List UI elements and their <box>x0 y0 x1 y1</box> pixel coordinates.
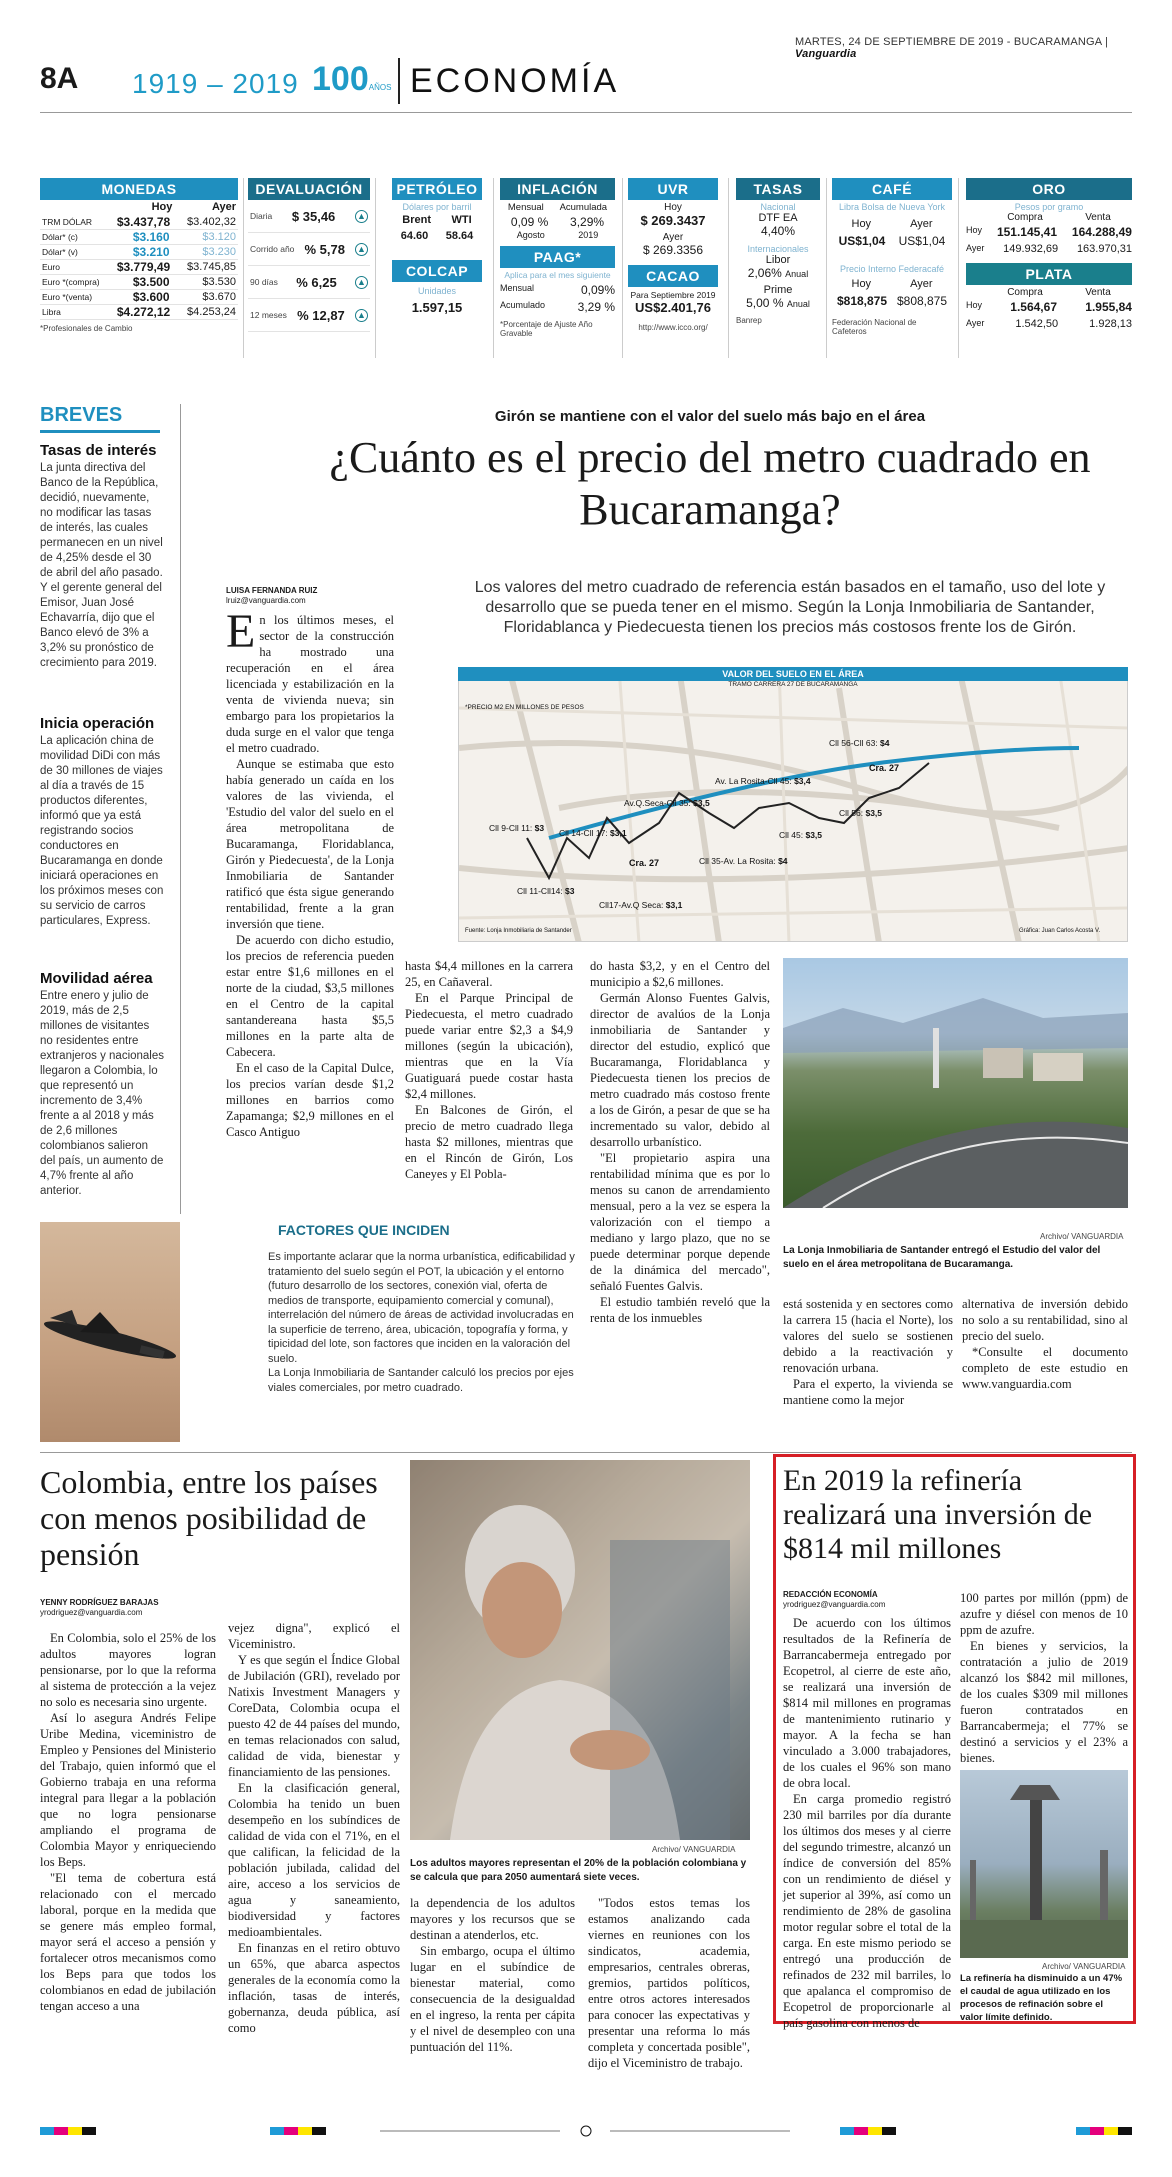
moneda-row <box>40 230 238 245</box>
city-skyline-icon <box>783 958 1128 1208</box>
moneda-label: Euro <box>42 262 60 272</box>
moneda-hoy: $4.272,12 <box>116 305 171 319</box>
devaluacion-row <box>248 266 370 299</box>
moneda-hoy: $3.779,49 <box>116 260 171 274</box>
map-price-label: Cll 35-Av. La Rosita: $4 <box>699 856 788 866</box>
moneda-hoy: $3.500 <box>132 275 170 289</box>
devaluacion-label: 90 días <box>250 277 278 287</box>
airplane-photo <box>40 1222 180 1442</box>
uvr-hoy: $ 269.3437 <box>640 213 706 228</box>
devaluacion-label: Diaria <box>250 211 273 221</box>
inflacion-title: INFLACIÓN <box>500 178 615 200</box>
wti-value: 58.64 <box>445 230 474 242</box>
map-price-label: Cll 56: $3,5 <box>839 808 883 818</box>
moneda-label: Euro *(compra) <box>42 277 100 287</box>
main-byline: LUISA FERNANDA RUIZ lruiz@vanguardia.com <box>226 586 318 605</box>
moneda-hoy: $3.160 <box>132 230 170 244</box>
refinery-statue-icon <box>960 1770 1128 1958</box>
devaluacion-label: Corrido año <box>250 244 295 254</box>
moneda-ayer: $3.670 <box>202 291 236 303</box>
devaluacion-value: % 6,25 <box>296 274 337 290</box>
devaluacion-row <box>248 299 370 332</box>
map-price-label: Cll 14-Cll 17: $3,1 <box>559 828 627 838</box>
moneda-ayer: $4.253,24 <box>187 306 236 318</box>
cafe-box: CAFÉ Libra Bolsa de Nueva York Hoy Ayer US$1,04 US$1,04 Precio Interno Federacafé Hoy Ayer $818,875 $808,875 Federación Nacional de Cafeteros <box>832 178 952 336</box>
breves-divider <box>180 404 181 1214</box>
color-registration-bar <box>40 2125 1132 2137</box>
main-deck: Los valores del metro cuadrado de referencia están basados en el tamaño, uso del lote y desarrollo que se pueda tener en el mismo. Según la Lonja Inmobiliaria de Santander, Floridablanca y Piedecuesta tienen los precios más costosos frente los de Girón. <box>474 579 1106 636</box>
refineria-col-1: De acuerdo con los últimos resultados de la Refinería de Barrancabermeja entregado por Ecopetrol, al cierre de este año, se realizará una inversión de $814 mil millones en programas de mantenimiento rutinario y mayor. A la fecha se han vinculado a 3.000 trabajadores, de los cuales el 96% son mano de obra local. En carga promedio registró 230 mil barriles por día durante los últimos dos meses y al cierre del segundo trimestre, alcanzó un índice de conversión del 85% con un rendimiento de diésel y jet superior al 39%, así como un rendimiento de 28% de gasolina motor regular sobre el total de la carga. En este mismo periodo se entregó una producción de refinados de 232 mil barriles, lo que apalanca el compromiso de Ecopetrol de proporcionarle al país gasolina con menos de <box>783 1616 951 2030</box>
photo3-caption: La refinería ha disminuido a un 47% el caudal de agua utilizado en los procesos de refinación sobre el valor límite definido. <box>960 1973 1123 2023</box>
moneda-label: Dólar* (c) <box>42 232 78 242</box>
up-arrow-icon: ▲ <box>355 243 368 256</box>
factores-box: FACTORES QUE INCIDEN Es importante aclarar que la norma urbanística, edificabilidad y tratamiento del suelo según el POT, la ubicación y el entorno (futuro desarrollo de los sectores, conexión vial, oferta de medios de transporte, equipamiento comercial y comunal), interrelación del número de áreas de actividad involucradas en la superficie de terreno, área, ubicación, topografía y forma, y tipicidad del lote, son factores que inciden en la valoración del suelo. La Lonja Inmobiliaria de Santander calculó los precios por ejes viales comerciales, por metro cuadrado. <box>268 1222 582 1395</box>
devaluacion-row <box>248 200 370 233</box>
moneda-row <box>40 275 238 290</box>
tasas-title: TASAS <box>736 178 820 200</box>
devaluacion-title: DEVALUACIÓN <box>248 178 370 200</box>
moneda-ayer: $3.120 <box>202 231 236 243</box>
up-arrow-icon: ▲ <box>355 276 368 289</box>
moneda-hoy: $3.210 <box>132 245 170 259</box>
pension-byline: YENNY RODRÍGUEZ BARAJAS yrodriguez@vanguardia.com <box>40 1598 159 1617</box>
section-title: ECONOMÍA <box>410 62 620 100</box>
main-col-5: alternativa de inversión debido no solo a su rentabilidad, sino al precio del suelo. *Consulte el documento completo de este estudio en www.vanguardia.com <box>962 1297 1128 1391</box>
brief-movilidad: Movilidad aérea Entre enero y julio de 2019, más de 2,5 millones de visitantes no residentes entre extranjeros y nacionales llegaron a Colombia, lo que representó un incremento de 3,4% frente a al 2018 y más de 2,6 millones colombianos salieron del país, un aumento de 4,7% frente al año anterior. <box>40 970 165 1197</box>
moneda-ayer: $3.230 <box>202 246 236 258</box>
plata-title: PLATA <box>966 263 1132 285</box>
uvr-box: UVR Hoy $ 269.3437 Ayer $ 269.3356 CACAO Para Septiembre 2019 US$2.401,76 http://www.icco.org/ <box>628 178 718 332</box>
petroleo-title: PETRÓLEO <box>392 178 482 200</box>
photo1-credit: Archivo/ VANGUARDIA <box>1040 1232 1124 1241</box>
photo2-caption: Los adultos mayores representan el 20% de la población colombiana y se calcula que para 2050 aumentará siete veces. <box>410 1858 747 1883</box>
anniversary-logo: 100AÑOS <box>312 60 392 98</box>
devaluacion-row <box>248 233 370 266</box>
refineria-col-2: 100 partes por millón (ppm) de azufre y diésel con menos de 10 ppm de azufre. En bienes y servicios, la contratación a julio de 2019 alcanzó los $842 mil millones, de los cuales $309 mil millones fueron contratados en Barrancabermeja; el 77% se destinó a servicios y el 23% a bienes. <box>960 1591 1128 1765</box>
moneda-row <box>40 245 238 260</box>
moneda-label: Libra <box>42 307 61 317</box>
moneda-ayer: $3.745,85 <box>187 261 236 273</box>
brief-tasas: Tasas de interés La junta directiva del Banco de la República, decidió, nuevamente, no modificar las tasas de interés, las cuales permanecen en un nivel de 4,25% desde el 30 de abril del año pasado. Y el gerente general del Emisor, Juan José Echavarría, dijo que el Banco elevó de 3% a 3,2% su pronóstico de crecimiento para 2019. <box>40 442 163 669</box>
brief-inicia: Inicia operación La aplicación china de movilidad DiDi con más de 30 millones de viajes al día a través de 15 productos diferentes, informó que ya está registrando socios conductores en Bucaramanga en donde iniciará operaciones en los próximos meses con su servicio de carros particulares, Express. <box>40 715 164 927</box>
refineria-headline: En 2019 la refinería realizará una inversión de $814 mil millones <box>783 1464 1093 1565</box>
devaluacion-label: 12 meses <box>250 310 287 320</box>
pension-headline: Colombia, entre los países con menos posibilidad de pensión <box>40 1464 378 1572</box>
paag-title: PAAG* <box>500 246 615 268</box>
devaluacion-rows <box>248 200 370 332</box>
inflacion-box: INFLACIÓN Mensual Acumulada 0,09 % 3,29% Agosto 2019 PAAG* Aplica para el mes siguiente Mensual 0,09% Acumulado 3,29 % *Porcentaje de Ajuste Año Gravable <box>500 178 615 338</box>
monedas-rows <box>40 215 238 320</box>
moneda-hoy: $3.600 <box>132 290 170 304</box>
brent-value: 64.60 <box>400 230 429 242</box>
map-subtitle: TRAMO CARRERA 27 DE BUCARAMANGA <box>728 681 858 688</box>
map-price-label: Cll 56-Cll 63: $4 <box>829 738 890 748</box>
photo1-caption: La Lonja Inmobiliaria de Santander entregó el Estudio del valor del suelo en el área metropolitana de Bucaramanga. <box>783 1245 1101 1270</box>
dateline: MARTES, 24 DE SEPTIEMBRE DE 2019 - BUCARAMANGA | Vanguardia <box>795 36 1109 60</box>
monedas-box: MONEDAS Hoy Ayer TRM DÓLAR $3.437,78 $3.402,32 Dólar* (c) $3.160 $3.120 Dólar* (v) $3.210 $3.230 Euro $3.779,49 $3.745,85 Euro *(compra) $3.500 $3.530 Euro *(venta) $3.600 $3.670 Libra $4.272,12 $4.253,24 *Profesionales de Cambio <box>40 178 238 333</box>
moneda-label: Euro *(venta) <box>42 292 93 302</box>
oro-title: ORO <box>966 178 1132 200</box>
pension-col-1: En Colombia, solo el 25% de los adultos mayores logran pensionarse, por lo que la reforma al sistema de protección a la vejez no solo es necesaria sino urgente. Así lo asegura Andrés Felipe Uribe Medina, viceministro de Empleo y Pensiones del Ministerio del Trabajo, quien informó que el Gobierno trabaja en una reforma integral para llegar a la población que no logra pensionarse ampliando el programa de Colombia Mayor y enriqueciendo los Beps. "El tema de cobertura está relacionado con el mercado laboral, porque en la medida que se genere más empleo formal, mayor será el acceso a pensión y fortalecer otros mecanismos como los Beps para que todos los colombianos en edad de jubilación tengan acceso a una <box>40 1631 216 2013</box>
map-price-label: Cll17-Av.Q Seca: $3,1 <box>599 900 683 910</box>
breves-rule <box>40 430 160 433</box>
map-title: VALOR DEL SUELO EN EL ÁREA <box>458 667 1128 681</box>
map-price-label: Av. La Rosita-Cll 45: $3,4 <box>715 776 811 786</box>
factores-title: FACTORES QUE INCIDEN <box>278 1222 450 1238</box>
devaluacion-value: % 12,87 <box>297 307 345 323</box>
section-rule <box>40 1452 1132 1453</box>
colcap-value: 1.597,15 <box>411 300 463 315</box>
woman-portrait-icon <box>410 1460 750 1840</box>
pension-col-3: la dependencia de los adultos mayores y los recursos que se destinan a atenderlos, etc. Sin embargo, ocupa el último lugar en el subíndice de bienestar material, como consecuencia de la desigualdad en el ingreso, la renta per cápita y el nivel de desempleo con una puntuación del 11%. <box>410 1896 575 2054</box>
header-rule <box>40 112 1132 113</box>
moneda-ayer: $3.530 <box>202 276 236 288</box>
street-label-1: Cra. 27 <box>629 858 660 868</box>
moneda-ayer: $3.402,32 <box>187 216 236 228</box>
petroleo-box: PETRÓLEO Dólares por barril Brent WTI 64.60 58.64 COLCAP Unidades 1.597,15 <box>392 178 482 315</box>
cacao-title: CACAO <box>628 265 718 287</box>
moneda-label: TRM DÓLAR <box>42 217 93 227</box>
map-price-label: Av.Q.Seca-Cll 35: $3,5 <box>624 798 710 808</box>
moneda-hoy: $3.437,78 <box>116 215 171 229</box>
monedas-title: MONEDAS <box>40 178 238 200</box>
map-price-label: Cll 11-Cll14: $3 <box>517 886 575 896</box>
moneda-row <box>40 215 238 230</box>
land-value-map: Cll 9-Cll 11: $3 Cll 11-Cll14: $3 Cll 14-Cll 17: $3,1 Cll17-Av.Q Seca: $3,1 Av.Q.Seca-Cll 35: $3,5 Cll 35-Av. La Rosita: $4 Av. La Rosita-Cll 45: $3,4 Cll 45: $3,5 Cll 56: $3,5 Cll 56-Cll 63: $4 *PRECIO M2 EN MILLONES DE PESOS Cra. 27 Cra. 27 Fuente: Lonja Inmobiliaria de Santander Gráfica: Juan Carlos Acosta V. <box>458 667 1128 942</box>
tasas-box: TASAS Nacional DTF EA 4,40% Internacionales Libor 2,06% Anual Prime 5,00 % Anual Banrep <box>736 178 820 325</box>
elderly-woman-photo <box>410 1460 750 1840</box>
airplane-icon <box>40 1222 180 1442</box>
brand-logo: Vanguardia <box>795 48 857 60</box>
devaluacion-value: $ 35,46 <box>291 208 336 224</box>
main-kicker: Girón se mantiene con el valor del suelo más bajo en el área <box>494 408 926 425</box>
uvr-title: UVR <box>628 178 718 200</box>
devaluacion-box <box>248 178 370 332</box>
pension-col-2: vejez digna", explicó el Viceministro. Y es que según el Índice Global de Jubilación (GRI), revelado por Natixis Investment Managers y CoreData, Colombia ocupa el puesto 42 de 44 países del mundo, en temas relacionados con salud, calidad de vida, bienestar y financiamiento de las pensiones. En la clasificación general, Colombia ha tenido un buen desempeño en los subíndices de calidad de vida con el 71%, en el que califican, la felicidad de la población jubilada, calidad del aire, acceso a los servicios de agua y saneamiento, biodiversidad y factores medioambientales. En finanzas en el retiro obtuvo un 65%, que abarca aspectos generales de la economía como la inflación, tasas de interés, gobernanza, deuda pública, así como <box>228 1621 400 2035</box>
moneda-label: Dólar* (v) <box>42 247 78 257</box>
moneda-row <box>40 290 238 305</box>
oro-box: ORO Pesos por gramo Compra Venta Hoy 151.145,41 164.288,49 Ayer 149.932,69 163.970,31 PLATA Compra Venta Hoy 1.564,67 1.955,84 Ayer 1.542,50 1.928,13 <box>966 178 1132 330</box>
refineria-byline: REDACCIÓN ECONOMÍA yrodriguez@vanguardia.com <box>783 1590 886 1609</box>
photo3-credit: Archivo/ VANGUARDIA <box>1042 1962 1126 1971</box>
up-arrow-icon: ▲ <box>355 309 368 322</box>
main-col-4: está sostenida y en sectores como la carrera 15 (hacia el Norte), los valores del suelo se sostienen debido a la reactivación y renovación urbana. Para el experto, la vivienda se mantiene como la mejor <box>783 1297 953 1407</box>
main-col-2: hasta $4,4 millones en la carrera 25, en Cañaveral. En el Parque Principal de Piedecuesta, el metro cuadrado puede variar entre $2,3 a $4,9 millones (según la ubicación), mientras que en la Vía Guatiguará puede costar hasta $2,4 millones. En Balcones de Girón, el precio de metro cuadrado llega hasta $2 millones, mientras que en el Rincón de Girón, Los Caneyes y El Pobla- <box>405 959 573 1181</box>
anniversary-years: 1919 – 2019 <box>132 68 299 99</box>
breves-title: BREVES <box>40 404 123 426</box>
bucaramanga-photo <box>783 958 1128 1208</box>
map-price-label: Cll 9-Cll 11: $3 <box>489 823 545 833</box>
header-divider <box>398 58 400 104</box>
map-price-label: Cll 45: $3,5 <box>779 830 823 840</box>
main-col-3: do hasta $3,2, y en el Centro del municipio a $2,6 millones. Germán Alonso Fuentes Galvis, director de avalúos de la Lonja inmobiliaria de Santander y director del estudio, explicó que Bucaramanga, Floridablanca y Piedecuesta tienen los precios de metro cuadrado más costoso frente a los de Girón, a pesar de que se ha incrementado su valor, debido al desarrollo urbanístico. "El propietario aspira una rentabilidad mínima que es por lo menos su canon de arrendamiento mensual, pero a la vez se espera la valorización con el tiempo a mediano y largo plazo, que no se puede determinar porque depende de la dinámica del mercado", señaló Fuentes Galvis. El estudio también reveló que la renta de los inmuebles <box>590 959 770 1325</box>
photo2-credit: Archivo/ VANGUARDIA <box>652 1845 736 1854</box>
main-col-1: En los últimos meses, el sector de la construcción ha mostrado una recuperación en el área licenciada y estabilización en la venta de vivienda nueva; sin embargo para los propietarios la duda surge en el valor que tenga el metro cuadrado. Aunque se estimaba que esto había generado un caída en los valores de las vivienda, el 'Estudio del valor del suelo en el área metropolitana de Bucaramanga, Floridablanca, Girón y Piedecuesta', de la Lonja Inmobiliaria de Santander ratificó que ésta sigue generando rentabilidad, frente a la gran inversión que tiene. De acuerdo con dicho estudio, los precios de referencia pueden estar entre $1,6 millones en el norte de la ciudad, $3,5 millones en el Centro de la capital santandereana hasta $5,5 millones en la parte alta de Cabecera. En el caso de la Capital Dulce, los precios varían desde $1,2 millones en barrios como Zapamanga; $2,9 millones en el Casco Antiguo <box>226 605 394 1139</box>
page-number: 8A <box>40 62 79 95</box>
up-arrow-icon: ▲ <box>355 210 368 223</box>
cafe-title: CAFÉ <box>832 178 952 200</box>
pension-col-4: "Todos estos temas los estamos analizando cada viernes en reuniones con los sindicatos, academia, empresarios, centrales obreras, gremios, partidos políticos, entre otros actores interesados para conocer las expectativas y presentar una reforma lo más completa y concertada posible", dijo el Viceministro de trabajo. <box>588 1896 750 2070</box>
main-headline: ¿Cuánto es el precio del metro cuadrado en Bucaramanga? <box>329 433 1091 534</box>
street-label-2: Cra. 27 <box>869 763 900 773</box>
refinery-photo <box>960 1770 1128 1958</box>
colcap-title: COLCAP <box>392 260 482 282</box>
moneda-row <box>40 305 238 320</box>
cacao-value: US$2.401,76 <box>635 300 711 315</box>
moneda-row <box>40 260 238 275</box>
devaluacion-value: % 5,78 <box>304 241 345 257</box>
